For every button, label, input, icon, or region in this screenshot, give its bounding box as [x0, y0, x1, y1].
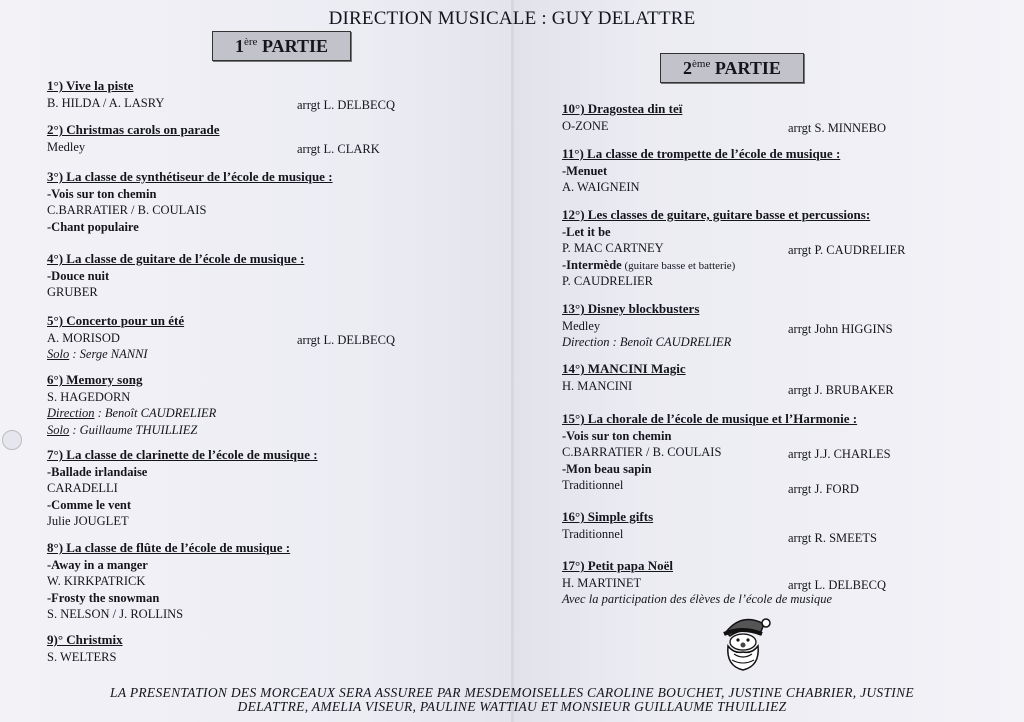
piece: -Ballade irlandaise: [47, 464, 148, 479]
piece: -Vois sur ton chemin: [562, 428, 672, 443]
composer: C.BARRATIER / B. COULAIS: [47, 203, 207, 217]
composer: P. CAUDRELIER: [562, 274, 653, 288]
item-title: 4°) La classe de guitare de l’école de musique :: [47, 251, 305, 266]
arranger: arrgt S. MINNEBO: [788, 120, 887, 135]
program-item-1: [47, 78, 396, 112]
direction-name: : Benoît CAUDRELIER: [94, 406, 217, 420]
composer: S. NELSON / J. ROLLINS: [47, 607, 184, 621]
program-item-6: [47, 372, 216, 438]
arranger: arrgt J. BRUBAKER: [788, 382, 894, 397]
piece: -Intermède: [562, 257, 622, 272]
solo-label: Solo: [47, 347, 70, 361]
solo-name: : Guillaume THUILLIEZ: [69, 422, 198, 437]
composer: S. HAGEDORN: [47, 389, 131, 404]
arranger: arrgt L. DELBECQ: [297, 332, 396, 347]
item-title: 11°) La classe de trompette de l’école de musique :: [562, 146, 841, 161]
composer: S. WELTERS: [47, 649, 117, 664]
program-item-17: [562, 558, 887, 608]
item-title: 16°) Simple gifts: [562, 509, 654, 524]
item-title: 13°) Disney blockbusters: [562, 301, 700, 316]
program-item-8: [47, 540, 290, 623]
solo-name: : Serge NANNI: [69, 347, 148, 361]
program-item-15: [562, 411, 891, 496]
composer: H. MANCINI: [562, 378, 633, 393]
composer: Traditionnel: [562, 526, 624, 541]
piece: -Mon beau sapin: [562, 461, 652, 476]
program-item-4: [47, 251, 304, 301]
part-two-number: 2: [683, 58, 692, 78]
composer: Medley: [562, 318, 601, 333]
composer: H. MARTINET: [562, 575, 642, 590]
santa-claus-icon: [712, 610, 774, 672]
program-item-11: [562, 146, 840, 196]
program-item-9: [47, 632, 123, 665]
piece: -Let it be: [562, 224, 611, 239]
arranger: arrgt J.J. CHARLES: [788, 447, 891, 461]
piece: -Away in a manger: [47, 557, 148, 572]
arranger: arrgt J. FORD: [788, 482, 859, 496]
part-two-sup: ème: [692, 58, 711, 70]
composer: Medley: [47, 139, 86, 154]
program-item-5: [47, 313, 396, 363]
program-item-12: [562, 207, 906, 290]
piece-note: (guitare basse et batterie): [621, 259, 736, 272]
direction-header: DIRECTION MUSICALE : GUY DELATTRE: [328, 8, 696, 29]
piece: -Menuet: [562, 163, 608, 178]
part-one-label: PARTIE: [261, 36, 328, 56]
item-title: 17°) Petit papa Noël: [562, 558, 673, 573]
part-one-sup: ère: [244, 36, 258, 48]
program-item-7: [47, 447, 318, 530]
item-title: 12°) Les classes de guitare, guitare basse et percussions:: [562, 207, 871, 222]
participation-note: Avec la participation des élèves de l’école de musique: [562, 592, 833, 606]
item-title: 5°) Concerto pour un été: [47, 313, 185, 328]
composer: CARADELLI: [47, 481, 118, 495]
arranger: arrgt R. SMEETS: [788, 530, 878, 545]
footer-line-2: DELATTRE, AMELIA VISEUR, PAULINE WATTIAU ET MONSIEUR GUILLAUME THUILLIEZ: [237, 699, 787, 714]
item-title: 6°) Memory song: [47, 372, 143, 387]
footer-line-1: LA PRESENTATION DES MORCEAUX SERA ASSUREE PAR MESDEMOISELLES CAROLINE BOUCHET, JUSTINE CHABRIER, JUSTINE: [110, 685, 914, 700]
program-item-3: [47, 169, 333, 235]
composer: W. KIRKPATRICK: [47, 574, 146, 588]
piece: -Douce nuit: [47, 268, 110, 283]
arranger: arrgt P. CAUDRELIER: [788, 243, 906, 257]
item-title: 1°) Vive la piste: [47, 78, 134, 93]
composer: Traditionnel: [562, 478, 624, 492]
piece: -Chant populaire: [47, 219, 139, 234]
composer: GRUBER: [47, 285, 98, 299]
item-title: 9)° Christmix: [47, 632, 123, 647]
solo-label: Solo: [47, 422, 70, 437]
item-title: 2°) Christmas carols on parade: [47, 122, 220, 137]
arranger: arrgt John HIGGINS: [788, 321, 893, 336]
composer: Julie JOUGLET: [47, 514, 129, 528]
composer: P. MAC CARTNEY: [562, 241, 664, 255]
composer: B. HILDA / A. LASRY: [47, 95, 165, 110]
arranger: arrgt L. CLARK: [297, 141, 380, 156]
composer: O-ZONE: [562, 118, 609, 133]
program-item-16: [562, 509, 878, 545]
part-one-number: 1: [235, 36, 244, 56]
composer: A. MORISOD: [47, 330, 120, 345]
item-title: 14°) MANCINI Magic: [562, 361, 686, 376]
part-two-box: [660, 53, 804, 83]
direction: Direction : Benoît CAUDRELIER: [562, 335, 732, 349]
program-item-13: [562, 301, 893, 351]
program-item-10: [562, 101, 887, 135]
page-fold: [511, 0, 514, 722]
composer: C.BARRATIER / B. COULAIS: [562, 445, 722, 459]
punch-hole: [2, 430, 22, 450]
piece: -Frosty the snowman: [47, 590, 160, 605]
direction-label: Direction: [47, 406, 95, 420]
item-title: 15°) La chorale de l’école de musique et l’Harmonie :: [562, 411, 858, 426]
part-two-label: PARTIE: [714, 58, 781, 78]
arranger: arrgt L. DELBECQ: [297, 97, 396, 112]
composer: A. WAIGNEIN: [562, 180, 640, 194]
item-title: 3°) La classe de synthétiseur de l’école de musique :: [47, 169, 333, 184]
item-title: 8°) La classe de flûte de l’école de musique :: [47, 540, 291, 555]
item-title: 7°) La classe de clarinette de l’école de musique :: [47, 447, 318, 462]
program-item-14: [562, 361, 894, 397]
piece: -Vois sur ton chemin: [47, 186, 157, 201]
program-item-2: [47, 122, 380, 156]
item-title: 10°) Dragostea din teï: [562, 101, 683, 116]
piece: -Comme le vent: [47, 497, 131, 512]
part-one-box: [212, 31, 351, 61]
arranger: arrgt L. DELBECQ: [788, 577, 887, 592]
